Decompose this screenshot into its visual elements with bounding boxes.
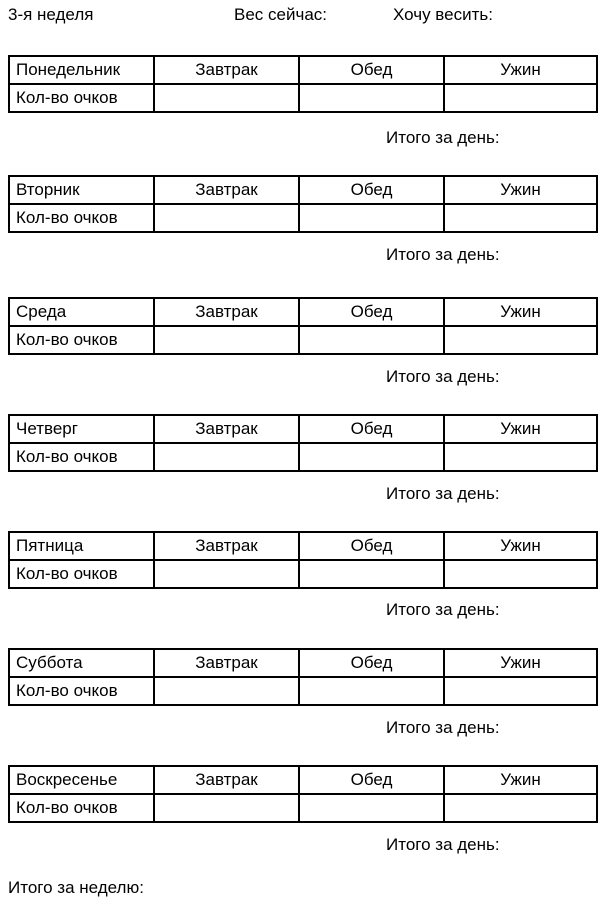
- meal-header: Обед: [299, 298, 444, 326]
- day-name: Среда: [9, 298, 154, 326]
- points-entry-cell[interactable]: [444, 794, 597, 822]
- meal-header: Завтрак: [154, 56, 299, 84]
- meal-header: Ужин: [444, 649, 597, 677]
- points-entry-cell[interactable]: [299, 204, 444, 232]
- points-label: Кол-во очков: [9, 204, 154, 232]
- meal-header: Завтрак: [154, 649, 299, 677]
- points-entry-cell[interactable]: [299, 794, 444, 822]
- day-header-row: [9, 532, 597, 560]
- meal-header: Обед: [299, 56, 444, 84]
- day-name: Вторник: [9, 176, 154, 204]
- day-name: Пятница: [9, 532, 154, 560]
- day-total-label: Итого за день:: [386, 245, 500, 264]
- day-header-row: [9, 649, 597, 677]
- day-name: Четверг: [9, 415, 154, 443]
- day-table: [8, 414, 598, 472]
- day-name: Понедельник: [9, 56, 154, 84]
- day-name: Суббота: [9, 649, 154, 677]
- day-header-row: [9, 766, 597, 794]
- points-entry-cell[interactable]: [154, 560, 299, 588]
- day-header-row: [9, 176, 597, 204]
- day-header-row: [9, 298, 597, 326]
- meal-header: Обед: [299, 415, 444, 443]
- day-table: [8, 531, 598, 589]
- current-weight-label: Вес сейчас:: [234, 5, 328, 24]
- goal-weight-label: Хочу весить:: [393, 5, 493, 24]
- points-entry-cell[interactable]: [444, 560, 597, 588]
- meal-header: Ужин: [444, 532, 597, 560]
- meal-header: Завтрак: [154, 532, 299, 560]
- day-table: [8, 765, 598, 823]
- day-total-label: Итого за день:: [386, 600, 500, 619]
- points-entry-cell[interactable]: [154, 443, 299, 471]
- day-total-label: Итого за день:: [386, 484, 500, 503]
- day-header-row: [9, 56, 597, 84]
- day-table: [8, 55, 598, 113]
- meal-header: Завтрак: [154, 176, 299, 204]
- day-table: [8, 175, 598, 233]
- points-entry-cell[interactable]: [299, 560, 444, 588]
- points-row: [9, 204, 597, 232]
- points-entry-cell[interactable]: [299, 677, 444, 705]
- points-label: Кол-во очков: [9, 84, 154, 112]
- points-label: Кол-во очков: [9, 794, 154, 822]
- points-entry-cell[interactable]: [154, 794, 299, 822]
- points-entry-cell[interactable]: [299, 84, 444, 112]
- day-name: Воскресенье: [9, 766, 154, 794]
- points-entry-cell[interactable]: [154, 326, 299, 354]
- meal-header: Обед: [299, 532, 444, 560]
- meal-header: Ужин: [444, 298, 597, 326]
- points-row: [9, 443, 597, 471]
- points-entry-cell[interactable]: [154, 84, 299, 112]
- day-header-row: [9, 415, 597, 443]
- meal-header: Обед: [299, 766, 444, 794]
- points-entry-cell[interactable]: [444, 677, 597, 705]
- points-row: [9, 677, 597, 705]
- points-entry-cell[interactable]: [444, 204, 597, 232]
- meal-header: Обед: [299, 176, 444, 204]
- week-total-label: Итого за неделю:: [8, 878, 144, 897]
- meal-header: Ужин: [444, 415, 597, 443]
- points-row: [9, 326, 597, 354]
- meal-header: Завтрак: [154, 298, 299, 326]
- points-row: [9, 560, 597, 588]
- points-label: Кол-во очков: [9, 677, 154, 705]
- day-total-label: Итого за день:: [386, 718, 500, 737]
- points-entry-cell[interactable]: [299, 326, 444, 354]
- meal-header: Завтрак: [154, 415, 299, 443]
- meal-header: Ужин: [444, 56, 597, 84]
- day-total-label: Итого за день:: [386, 367, 500, 386]
- points-entry-cell[interactable]: [444, 326, 597, 354]
- points-row: [9, 794, 597, 822]
- day-table: [8, 297, 598, 355]
- day-total-label: Итого за день:: [386, 128, 500, 147]
- week-title: 3-я неделя: [8, 5, 94, 24]
- day-total-label: Итого за день:: [386, 835, 500, 854]
- points-entry-cell[interactable]: [154, 204, 299, 232]
- day-table: [8, 648, 598, 706]
- points-label: Кол-во очков: [9, 443, 154, 471]
- points-entry-cell[interactable]: [299, 443, 444, 471]
- meal-header: Обед: [299, 649, 444, 677]
- points-entry-cell[interactable]: [444, 443, 597, 471]
- meal-header: Ужин: [444, 176, 597, 204]
- points-label: Кол-во очков: [9, 326, 154, 354]
- points-row: [9, 84, 597, 112]
- meal-header: Завтрак: [154, 766, 299, 794]
- points-entry-cell[interactable]: [444, 84, 597, 112]
- points-label: Кол-во очков: [9, 560, 154, 588]
- points-entry-cell[interactable]: [154, 677, 299, 705]
- meal-header: Ужин: [444, 766, 597, 794]
